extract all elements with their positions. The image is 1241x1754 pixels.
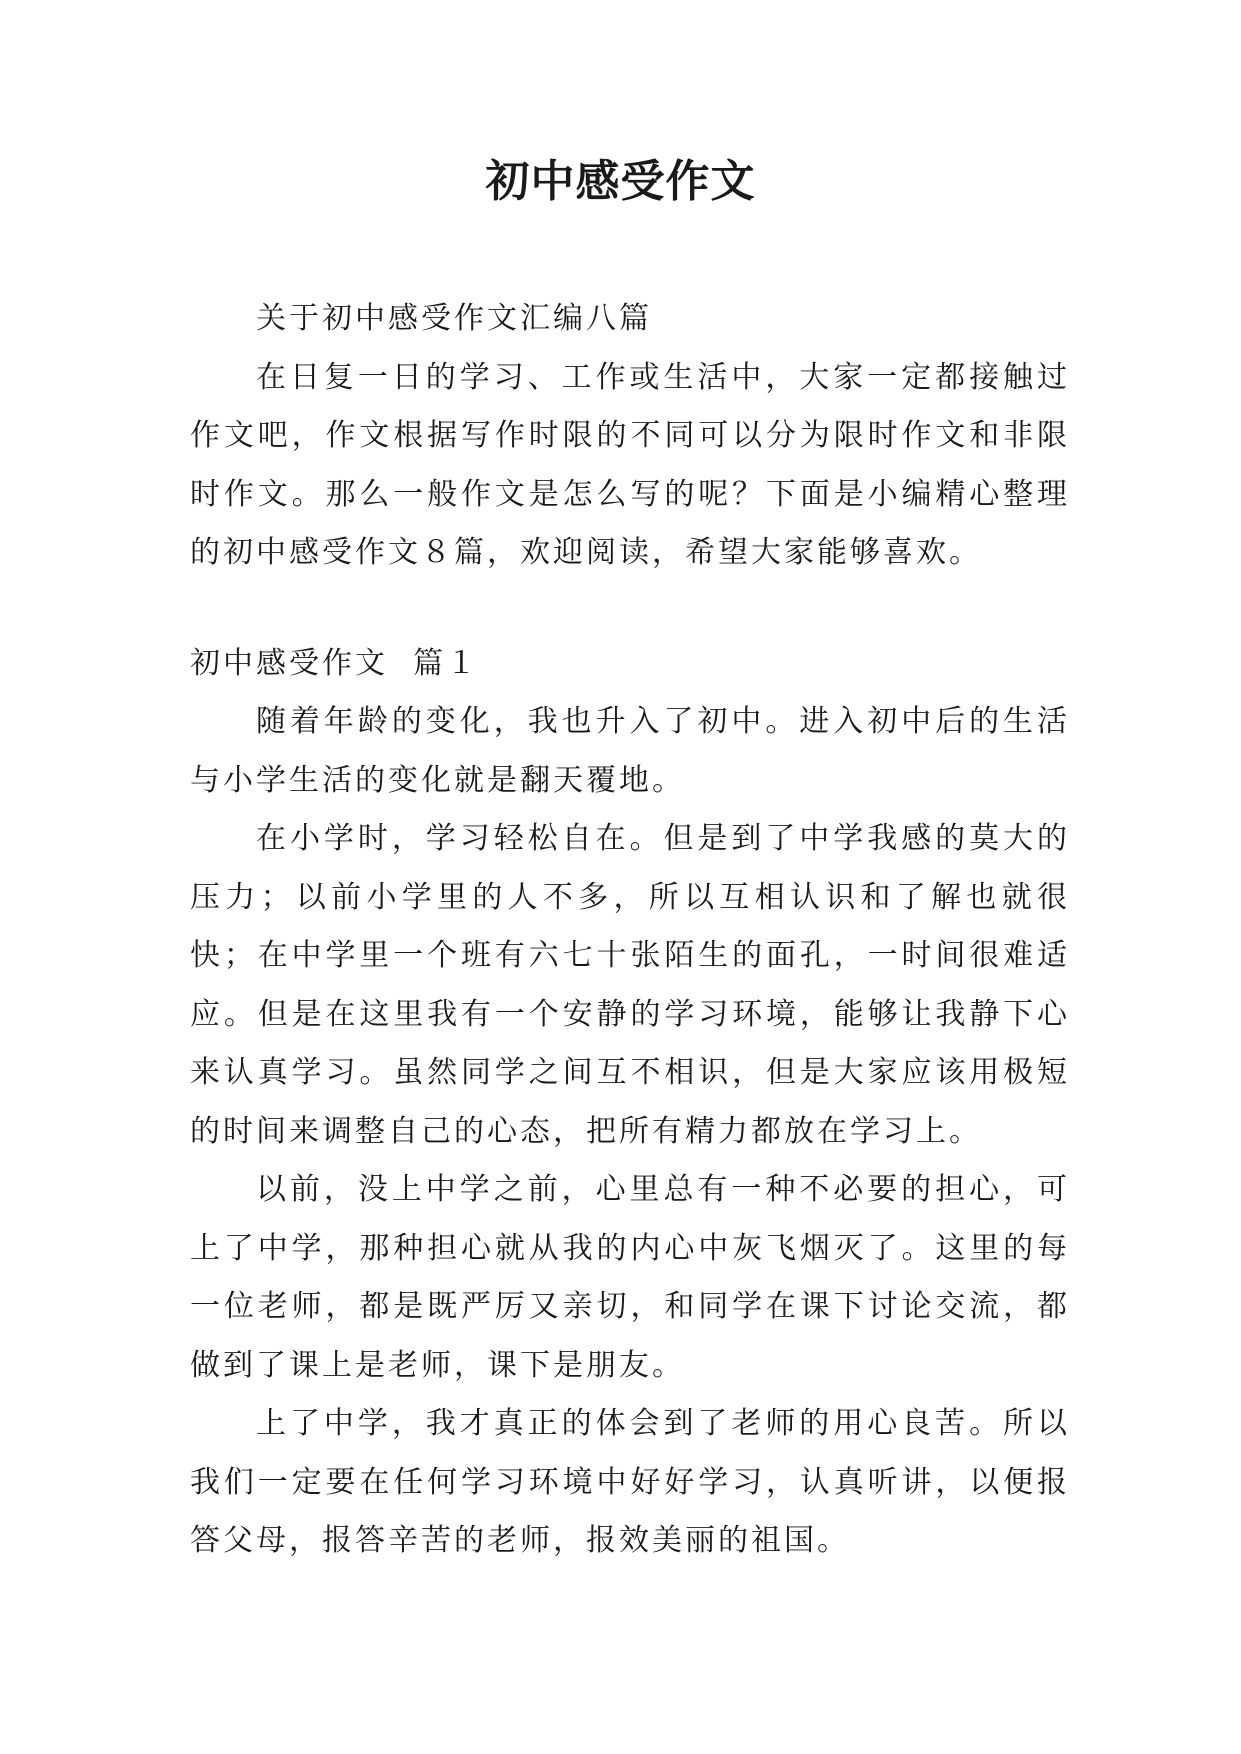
document-body — [190, 290, 1070, 1571]
document-title: 初中感受作文 — [485, 156, 756, 207]
intro-heading: 关于初中感受作文汇编八篇 — [256, 301, 652, 336]
body-paragraph: 在小学时，学习轻松自在。但是到了中学我感的莫大的压力；以前小学里的人不多，所以互相认识和了解也就很快；在中学里一个班有六七十张陌生的面孔，一时间很难适应。但是在这里我有一个安静的学习环境，能够让我静下心来认真学习。虽然同学之间互不相识，但是大家应该用极短的时间来调整自己的心态，把所有精力都放在学习上。 — [190, 821, 1070, 1149]
intro-paragraph: 在日复一日的学习、工作或生活中，大家一定都接触过作文吧，作文根据写作时限的不同可以分为限时作文和非限时作文。那么一般作文是怎么写的呢？下面是小编精心整理的初中感受作文８篇，欢迎阅读，希望大家能够喜欢。 — [190, 359, 1070, 570]
section-heading: 初中感受作文 篇１ — [190, 645, 480, 681]
body-paragraph: 上了中学，我才真正的体会到了老师的用心良苦。所以我们一定要在任何学习环境中好好学习，认真听讲，以便报答父母，报答辛苦的老师，报效美丽的祖国。 — [190, 1406, 1070, 1558]
body-paragraph: 随着年龄的变化，我也升入了初中。进入初中后的生活与小学生活的变化就是翻天覆地。 — [190, 704, 1070, 798]
body-paragraph: 以前，没上中学之前，心里总有一种不必要的担心，可上了中学，那种担心就从我的内心中灰飞烟灭了。这里的每一位老师，都是既严厉又亲切，和同学在课下讨论交流，都做到了课上是老师，课下是朋友。 — [190, 1172, 1070, 1383]
